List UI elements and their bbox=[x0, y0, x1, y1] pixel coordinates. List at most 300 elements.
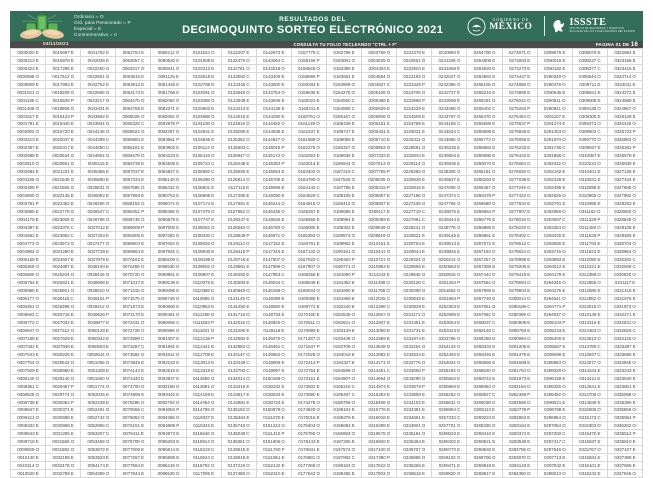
folio-cell: 0001195 C bbox=[11, 97, 46, 105]
folio-cell: 0164916 O bbox=[292, 200, 327, 208]
folio-cell: 0193129 E bbox=[327, 327, 362, 335]
folio-cell: 0267443 O bbox=[467, 271, 502, 279]
folio-cell: 0240960 E bbox=[432, 49, 467, 57]
folio-cell: 0227719 C bbox=[397, 208, 432, 216]
folio-cell: 0323416 E bbox=[608, 65, 643, 73]
folio-cell: 0211243 E bbox=[362, 271, 397, 279]
folio-cell: 0228241 O bbox=[397, 224, 432, 232]
folio-cell: 0189302 E bbox=[327, 224, 362, 232]
folio-cell: 0229324 O bbox=[397, 256, 432, 264]
folio-cell: 0224788 E bbox=[397, 121, 432, 129]
folio-cell: 0183081 O bbox=[327, 57, 362, 65]
folio-cell: 0274273 E bbox=[503, 65, 538, 73]
folio-cell: 0331676 E bbox=[608, 295, 643, 303]
folio-cell: 0269410 E bbox=[467, 430, 502, 438]
folio-cell: 0090665 C bbox=[151, 319, 186, 327]
folio-cell: 0214171 O bbox=[362, 359, 397, 367]
folio-cell: 0197882 C bbox=[327, 454, 362, 462]
folio-cell: 0026118 C bbox=[46, 295, 81, 303]
folio-cell: 0282779 P bbox=[503, 407, 538, 415]
folio-cell: 0191969 E bbox=[327, 295, 362, 303]
folio-cell: 0214451 C bbox=[362, 367, 397, 375]
folio-cell: 0113586 O bbox=[187, 375, 222, 383]
folio-cell: 0129415 P bbox=[222, 248, 257, 256]
folio-cell: 0135748 O bbox=[222, 422, 257, 430]
folio-cell: 0150342 E bbox=[257, 383, 292, 391]
folio-cell: 0016687 E bbox=[46, 49, 81, 57]
folio-cell: 0248776 O bbox=[432, 224, 467, 232]
folio-cell: 0291570 O bbox=[538, 136, 573, 144]
folio-cell: 0021231 E bbox=[46, 168, 81, 176]
folio-cell: 0063317 O bbox=[116, 65, 151, 73]
page-indicator-label: PAGINA 01 DE bbox=[595, 42, 630, 47]
folio-cell: 0103968 O bbox=[187, 113, 222, 121]
folio-cell: 0234661 E bbox=[397, 414, 432, 422]
folio-cell: 0185167 O bbox=[327, 113, 362, 121]
folio-cell: 0088209 C bbox=[151, 256, 186, 264]
folio-cell: 0289876 E bbox=[538, 49, 573, 57]
folio-cell: 0258033 E bbox=[432, 430, 467, 438]
folio-cell: 0160411 E bbox=[292, 105, 327, 113]
folio-cell: 0191352 E bbox=[327, 279, 362, 287]
folio-cell: 0136615 E bbox=[222, 446, 257, 454]
folio-cell: 0048194 E bbox=[81, 264, 116, 272]
folio-cell: 0092233 E bbox=[151, 359, 186, 367]
folio-cell: 0126248 E bbox=[222, 160, 257, 168]
folio-cell: 0009121 O bbox=[11, 414, 46, 422]
folio-cell: 0109807 E bbox=[187, 271, 222, 279]
folio-cell: 0293254 O bbox=[538, 224, 573, 232]
folio-cell: 0246637 E bbox=[432, 176, 467, 184]
folio-cell: 0204584 O bbox=[362, 73, 397, 81]
folio-cell: 0290811 O bbox=[538, 97, 573, 105]
folio-cell: 0105114 O bbox=[187, 144, 222, 152]
folio-cell: 0267851 O bbox=[467, 303, 502, 311]
folio-cell: 0083297 O bbox=[151, 128, 186, 136]
folio-cell: 0184858 C bbox=[327, 105, 362, 113]
folio-cell: 0145554 E bbox=[257, 168, 292, 176]
folio-cell: 0268445 E bbox=[467, 351, 502, 359]
folio-cell: 0009332 E bbox=[11, 422, 46, 430]
folio-cell: 0105724 C bbox=[187, 160, 222, 168]
folio-cell: 0122207 E bbox=[222, 49, 257, 57]
money-hands-icon bbox=[10, 11, 74, 41]
folio-cell: 0175016 E bbox=[292, 414, 327, 422]
folio-cell: 0282184 O bbox=[503, 383, 538, 391]
folio-cell: 0027946 E bbox=[46, 343, 81, 351]
folio-cell: 0076709 O bbox=[116, 438, 151, 446]
folio-cell: 0142873 E bbox=[257, 49, 292, 57]
page-title bbox=[158, 16, 467, 37]
folio-cell: 0264808 E bbox=[467, 57, 502, 65]
folio-cell: 0310995 E bbox=[573, 200, 608, 208]
folio-cell: 0309473 O bbox=[573, 121, 608, 129]
folio-cell: 0268333 E bbox=[467, 343, 502, 351]
folio-cell: 0215496 O bbox=[362, 399, 397, 407]
folio-cell: 0043934 O bbox=[81, 121, 116, 129]
folio-cell: 0081766 E bbox=[151, 89, 186, 97]
folio-cell: 0282569 O bbox=[503, 399, 538, 407]
issste-label: ISSSTE bbox=[569, 17, 607, 29]
folio-cell: 0105419 O bbox=[187, 152, 222, 160]
folio-cell: 0204304 E bbox=[362, 65, 397, 73]
folio-cell: 0161149 O bbox=[292, 121, 327, 129]
folio-cell: 0043682 E bbox=[81, 113, 116, 121]
folio-cell: 0115646 O bbox=[187, 430, 222, 438]
folio-cell: 0143600 E bbox=[257, 81, 292, 89]
folio-cell: 0215776 E bbox=[362, 407, 397, 415]
folio-cell: 0188994 E bbox=[327, 216, 362, 224]
folio-cell: 0070459 O bbox=[116, 264, 151, 272]
folio-cell: 0229566 E bbox=[397, 264, 432, 272]
folio-cell: 0069864 E bbox=[116, 248, 151, 256]
folio-cell: 0308078 E bbox=[573, 49, 608, 57]
folio-cell: 0050593 E bbox=[81, 343, 116, 351]
folio-cell: 0311329 P bbox=[573, 216, 608, 224]
folio-cell: 0101908 E bbox=[187, 57, 222, 65]
folio-cell: 0336810 E bbox=[608, 438, 643, 446]
folio-cell: 0172413 P bbox=[292, 359, 327, 367]
folio-cell: 0309305 E bbox=[573, 113, 608, 121]
folio-cell: 0050342 E bbox=[81, 335, 116, 343]
folio-cell: 0160761 O bbox=[292, 113, 327, 121]
folio-cell: 0310531 E bbox=[573, 176, 608, 184]
folio-cell: 0028860 E bbox=[46, 367, 81, 375]
folio-cell: 0335396 E bbox=[608, 399, 643, 407]
folio-cell: 0147162 E bbox=[257, 240, 292, 248]
folio-cell: 0206431 E bbox=[362, 128, 397, 136]
folio-cell: 0168258 E bbox=[292, 271, 327, 279]
folio-cell: 0080841 O bbox=[151, 65, 186, 73]
folio-cell: 0062764 E bbox=[116, 49, 151, 57]
folio-cell: 0003965 E bbox=[11, 208, 46, 216]
folio-cell: 0254492 E bbox=[432, 351, 467, 359]
folio-cell: 0313316 E bbox=[573, 319, 608, 327]
legend-pensionado: Ord. para Pensionado = P bbox=[74, 20, 131, 25]
folio-cell: 0184278 O bbox=[327, 89, 362, 97]
folio-cell: 0196993 O bbox=[327, 430, 362, 438]
folio-cell: 0170511 O bbox=[292, 319, 327, 327]
folio-cell: 0130282 E bbox=[222, 271, 257, 279]
folio-cell: 0329108 E bbox=[608, 224, 643, 232]
folio-cell: 0231451 E bbox=[397, 319, 432, 327]
folio-cell: 0103358 O bbox=[187, 97, 222, 105]
folio-cell: 0065884 E bbox=[116, 136, 151, 144]
folio-cell: 0008947 E bbox=[11, 407, 46, 415]
folio-cell: 0009929 O bbox=[11, 446, 46, 454]
folio-cell: 0314708 O bbox=[573, 391, 608, 399]
folio-cell: 0161888 O bbox=[292, 136, 327, 144]
folio-cell: 0063057 C bbox=[116, 57, 151, 65]
folio-cell: 0004387 E bbox=[11, 224, 46, 232]
folio-cell: 0133449 C bbox=[222, 359, 257, 367]
folio-cell: 0280014 O bbox=[503, 295, 538, 303]
folio-cell: 0279419 E bbox=[503, 271, 538, 279]
folio-cell: 0016978 E bbox=[46, 57, 81, 65]
folio-cell: 0294475 E bbox=[538, 287, 573, 295]
folio-cell: 0259471 E bbox=[432, 462, 467, 470]
folio-cell: 0291866 C bbox=[538, 152, 573, 160]
folio-cell: 0089739 O bbox=[151, 295, 186, 303]
folio-cell: 0292032 O bbox=[538, 160, 573, 168]
folio-cell: 0053207 C bbox=[81, 430, 116, 438]
folio-cell: 0110380 E bbox=[187, 287, 222, 295]
folio-cell: 0085432 O bbox=[151, 184, 186, 192]
folio-cell: 0076151 E bbox=[116, 422, 151, 430]
folio-cell: 0194018 E bbox=[327, 351, 362, 359]
folio-cell: 0116792 O bbox=[187, 462, 222, 470]
folio-cell: 0269038 O bbox=[467, 399, 502, 407]
folio-cell: 0337946 O bbox=[608, 470, 643, 478]
folio-cell: 0227439 O bbox=[397, 200, 432, 208]
folio-cell: 0158158 P bbox=[292, 57, 327, 65]
folio-cell: 0092837 E bbox=[151, 375, 186, 383]
folio-cell: 0146780 O bbox=[257, 224, 292, 232]
folio-cell: 0128548 O bbox=[222, 224, 257, 232]
folio-cell: 0292162 E bbox=[538, 168, 573, 176]
folio-cell: 0006351 O bbox=[11, 303, 46, 311]
folio-cell: 0265402 C bbox=[467, 105, 502, 113]
folio-cell: 0082692 O bbox=[151, 113, 186, 121]
folio-cell: 0275848 E bbox=[503, 128, 538, 136]
folio-cell: 0213649 O bbox=[362, 343, 397, 351]
folio-cell: 0147507 O bbox=[257, 256, 292, 264]
folio-cell: 0000020 E bbox=[11, 49, 46, 57]
folio-cell: 0073287 C bbox=[116, 343, 151, 351]
folio-cell: 0324569 E bbox=[608, 97, 643, 105]
folio-cell: 0129981 E bbox=[222, 264, 257, 272]
folio-cell: 0023059 O bbox=[46, 216, 81, 224]
folio-cell: 0094368 O bbox=[151, 414, 186, 422]
folio-cell: 0330262 C bbox=[608, 256, 643, 264]
folio-cell: 0063912 E bbox=[116, 81, 151, 89]
folio-cell: 0294937 O bbox=[538, 311, 573, 319]
search-hint-label: CONSULTA TU FOLIO TECLEANDO "CTRL + F" bbox=[293, 42, 398, 47]
folio-cell: 0222376 E bbox=[397, 49, 432, 57]
folio-cell: 0122479 O bbox=[222, 57, 257, 65]
folio-cell: 0150879 O bbox=[257, 407, 292, 415]
folio-cell: 0337368 E bbox=[608, 454, 643, 462]
folio-cell: 0089135 E bbox=[151, 279, 186, 287]
folio-cell: 0230369 O bbox=[397, 287, 432, 295]
folio-cell: 0030371 E bbox=[46, 407, 81, 415]
folio-cell: 0051058 O bbox=[81, 359, 116, 367]
folio-cell: 0309008 E bbox=[573, 97, 608, 105]
folio-cell: 0335656 O bbox=[608, 407, 643, 415]
folio-cell: 0162276 O bbox=[292, 144, 327, 152]
folio-cell: 0107174 E bbox=[187, 200, 222, 208]
folio-cell: 0297417 C bbox=[538, 438, 573, 446]
folio-cell: 0325425 O bbox=[608, 121, 643, 129]
folio-cell: 0006177 O bbox=[11, 295, 46, 303]
folio-cell: 0163790 O bbox=[292, 176, 327, 184]
folio-cell: 0006773 C bbox=[11, 319, 46, 327]
folio-cell: 0297713 E bbox=[538, 454, 573, 462]
folio-cell: 0002984 E bbox=[11, 168, 46, 176]
folio-cell: 0044650 C bbox=[81, 144, 116, 152]
folio-cell: 0281378 E bbox=[503, 351, 538, 359]
folio-cell: 0230649 E bbox=[397, 295, 432, 303]
folio-cell: 0310865 O bbox=[573, 192, 608, 200]
folio-cell: 0267072 E bbox=[467, 240, 502, 248]
folio-cell: 0177642 O bbox=[292, 470, 327, 478]
folio-cell: 0247374 C bbox=[432, 192, 467, 200]
folio-cell: 0131715 O bbox=[222, 311, 257, 319]
folio-cell: 0149997 E bbox=[257, 367, 292, 375]
issste-text bbox=[569, 18, 635, 34]
folio-cell: 0137218 O bbox=[222, 462, 257, 470]
folio-cell: 0116219 C bbox=[187, 446, 222, 454]
folio-cell: 0196684 E bbox=[327, 422, 362, 430]
folio-cell: 0266775 E bbox=[467, 216, 502, 224]
folio-cell: 0149806 E bbox=[257, 359, 292, 367]
folio-cell: 0151606 O bbox=[257, 438, 292, 446]
folio-cell: 0028543 O bbox=[46, 359, 81, 367]
folio-cell: 0293420 E bbox=[538, 232, 573, 240]
folio-cell: 0020317 E bbox=[46, 144, 81, 152]
folio-cell: 0115037 E bbox=[187, 414, 222, 422]
folio-cell: 0247005 O bbox=[432, 184, 467, 192]
folio-cell: 0093158 O bbox=[151, 383, 186, 391]
folio-cell: 0269521 E bbox=[467, 438, 502, 446]
folio-cell: 0292625 O bbox=[538, 192, 573, 200]
folio-cell: 0185747 E bbox=[327, 128, 362, 136]
folio-cell: 0308841 E bbox=[573, 89, 608, 97]
folio-cell: 0276443 E bbox=[503, 152, 538, 160]
folio-cell: 0310067 E bbox=[573, 152, 608, 160]
folio-cell: 0074998 E bbox=[116, 391, 151, 399]
folio-cell: 0295567 E bbox=[538, 343, 573, 351]
folio-cell: 0088530 O bbox=[151, 264, 186, 272]
folio-cell: 0030054 P bbox=[46, 399, 81, 407]
folio-cell: 0031565 O bbox=[46, 438, 81, 446]
legend-especial: Especial = E bbox=[74, 26, 102, 31]
folio-cell: 0171637 P bbox=[292, 343, 327, 351]
folio-cell: 0064173 E bbox=[116, 89, 151, 97]
folio-cell: 0091912 O bbox=[151, 351, 186, 359]
folio-cell: 0251652 O bbox=[432, 287, 467, 295]
folio-cell: 0017892 E bbox=[46, 81, 81, 89]
folio-cell: 0266664 P bbox=[467, 208, 502, 216]
folio-cell: 0294641 O bbox=[538, 295, 573, 303]
folio-cell: 0278613 C bbox=[503, 240, 538, 248]
folio-cell: 0216018 E bbox=[362, 414, 397, 422]
folio-cell: 0232254 O bbox=[397, 343, 432, 351]
folio-cell: 0210441 O bbox=[362, 248, 397, 256]
folio-cell: 0245604 E bbox=[432, 152, 467, 160]
folio-cell: 0326578 E bbox=[608, 152, 643, 160]
folio-cell: 0081446 E bbox=[151, 81, 186, 89]
folio-cell: 0024887 E bbox=[46, 264, 81, 272]
folio-cell: 0209919 O bbox=[362, 232, 397, 240]
folio-cell: 0106296 O bbox=[187, 176, 222, 184]
folio-cell: 0266478 P bbox=[467, 192, 502, 200]
folio-cell: 0146626 E bbox=[257, 216, 292, 224]
folio-cell: 0226393 O bbox=[397, 168, 432, 176]
folio-cell: 0265105 O bbox=[467, 81, 502, 89]
folio-cell: 0327136 E bbox=[608, 168, 643, 176]
folio-cell: 0161537 E bbox=[292, 128, 327, 136]
folio-cell: 0333387 E bbox=[608, 343, 643, 351]
folio-cell: 0314541 E bbox=[573, 383, 608, 391]
folio-cell: 0291403 O bbox=[538, 128, 573, 136]
folio-cell: 0042966 O bbox=[81, 89, 116, 97]
folio-cell: 0312388 O bbox=[573, 271, 608, 279]
folio-cell: 0190463 P bbox=[327, 256, 362, 264]
folio-cell: 0152310 E bbox=[257, 470, 292, 478]
folio-cell: 0277038 E bbox=[503, 176, 538, 184]
folio-cell: 0175755 O bbox=[292, 430, 327, 438]
folio-cell: 0019720 E bbox=[46, 128, 81, 136]
folio-cell: 0274869 E bbox=[503, 89, 538, 97]
folio-cell: 0244166 C bbox=[432, 121, 467, 129]
folio-cell: 0216820 E bbox=[362, 438, 397, 446]
folio-cell: 0024290 E bbox=[46, 248, 81, 256]
folio-cell: 0191080 P bbox=[327, 271, 362, 279]
folio-cell: 0311793 E bbox=[573, 240, 608, 248]
folio-cell: 0198153 O bbox=[327, 462, 362, 470]
folio-cell: 0188105 E bbox=[327, 192, 362, 200]
folio-cell: 0127380 E bbox=[222, 192, 257, 200]
folio-cell: 0325723 P bbox=[608, 128, 643, 136]
folio-cell: 0172025 O bbox=[292, 351, 327, 359]
folio-cell: 0234904 O bbox=[397, 422, 432, 430]
folio-cell: 0146090 E bbox=[257, 192, 292, 200]
folio-cell: 0188685 E bbox=[327, 208, 362, 216]
folio-cell: 0085753 E bbox=[151, 192, 186, 200]
folio-cell: 0111831 O bbox=[187, 327, 222, 335]
folio-cell: 0295233 E bbox=[538, 327, 573, 335]
folio-cell: 0203769 O bbox=[362, 49, 397, 57]
folio-cell: 0324867 O bbox=[608, 105, 643, 113]
folio-cell: 0131149 O bbox=[222, 295, 257, 303]
folio-cell: 0046547 C bbox=[81, 208, 116, 216]
folio-cell: 0145172 O bbox=[257, 152, 292, 160]
folio-cell: 0296159 E bbox=[538, 375, 573, 383]
folio-cell: 0048445 O bbox=[81, 271, 116, 279]
folio-cell: 0023973 O bbox=[46, 240, 81, 248]
folio-cell: 0253755 O bbox=[432, 335, 467, 343]
folio-cell: 0225031 E bbox=[397, 128, 432, 136]
folio-cell: 0211486 O bbox=[362, 279, 397, 287]
folio-cell: 0211765 O bbox=[362, 287, 397, 295]
folio-cell: 0293550 E bbox=[538, 240, 573, 248]
folio-cell: 0294345 O bbox=[538, 279, 573, 287]
folio-cell: 0242027 O bbox=[432, 73, 467, 81]
folio-cell: 0333126 O bbox=[608, 335, 643, 343]
folio-cell: 0292958 O bbox=[538, 208, 573, 216]
folio-cell: 0267183 O bbox=[467, 248, 502, 256]
folio-cell: 0010520 E bbox=[11, 470, 46, 478]
folio-cell: 0265884 E bbox=[467, 144, 502, 152]
folio-cell: 0295104 P bbox=[538, 319, 573, 327]
folio-cell: 0235464 E bbox=[397, 438, 432, 446]
folio-cell: 0330559 C bbox=[608, 264, 643, 272]
folio-cell: 0284143 E bbox=[503, 462, 538, 470]
folio-cell: 0213892 E bbox=[362, 351, 397, 359]
folio-cell: 0266367 O bbox=[467, 184, 502, 192]
folio-cell: 0267257 O bbox=[467, 256, 502, 264]
folio-cell: 0274063 E bbox=[503, 57, 538, 65]
folio-cell: 0104236 O bbox=[187, 121, 222, 129]
folio-cell: 0126814 O bbox=[222, 176, 257, 184]
folio-cell: 0022779 O bbox=[46, 208, 81, 216]
folio-cell: 0256963 C bbox=[432, 407, 467, 415]
folio-cell: 0216298 E bbox=[362, 422, 397, 430]
folio-cell: 0337107 E bbox=[608, 446, 643, 454]
folio-cell: 0324272 E bbox=[608, 89, 643, 97]
folio-cell: 0170160 E bbox=[292, 311, 327, 319]
